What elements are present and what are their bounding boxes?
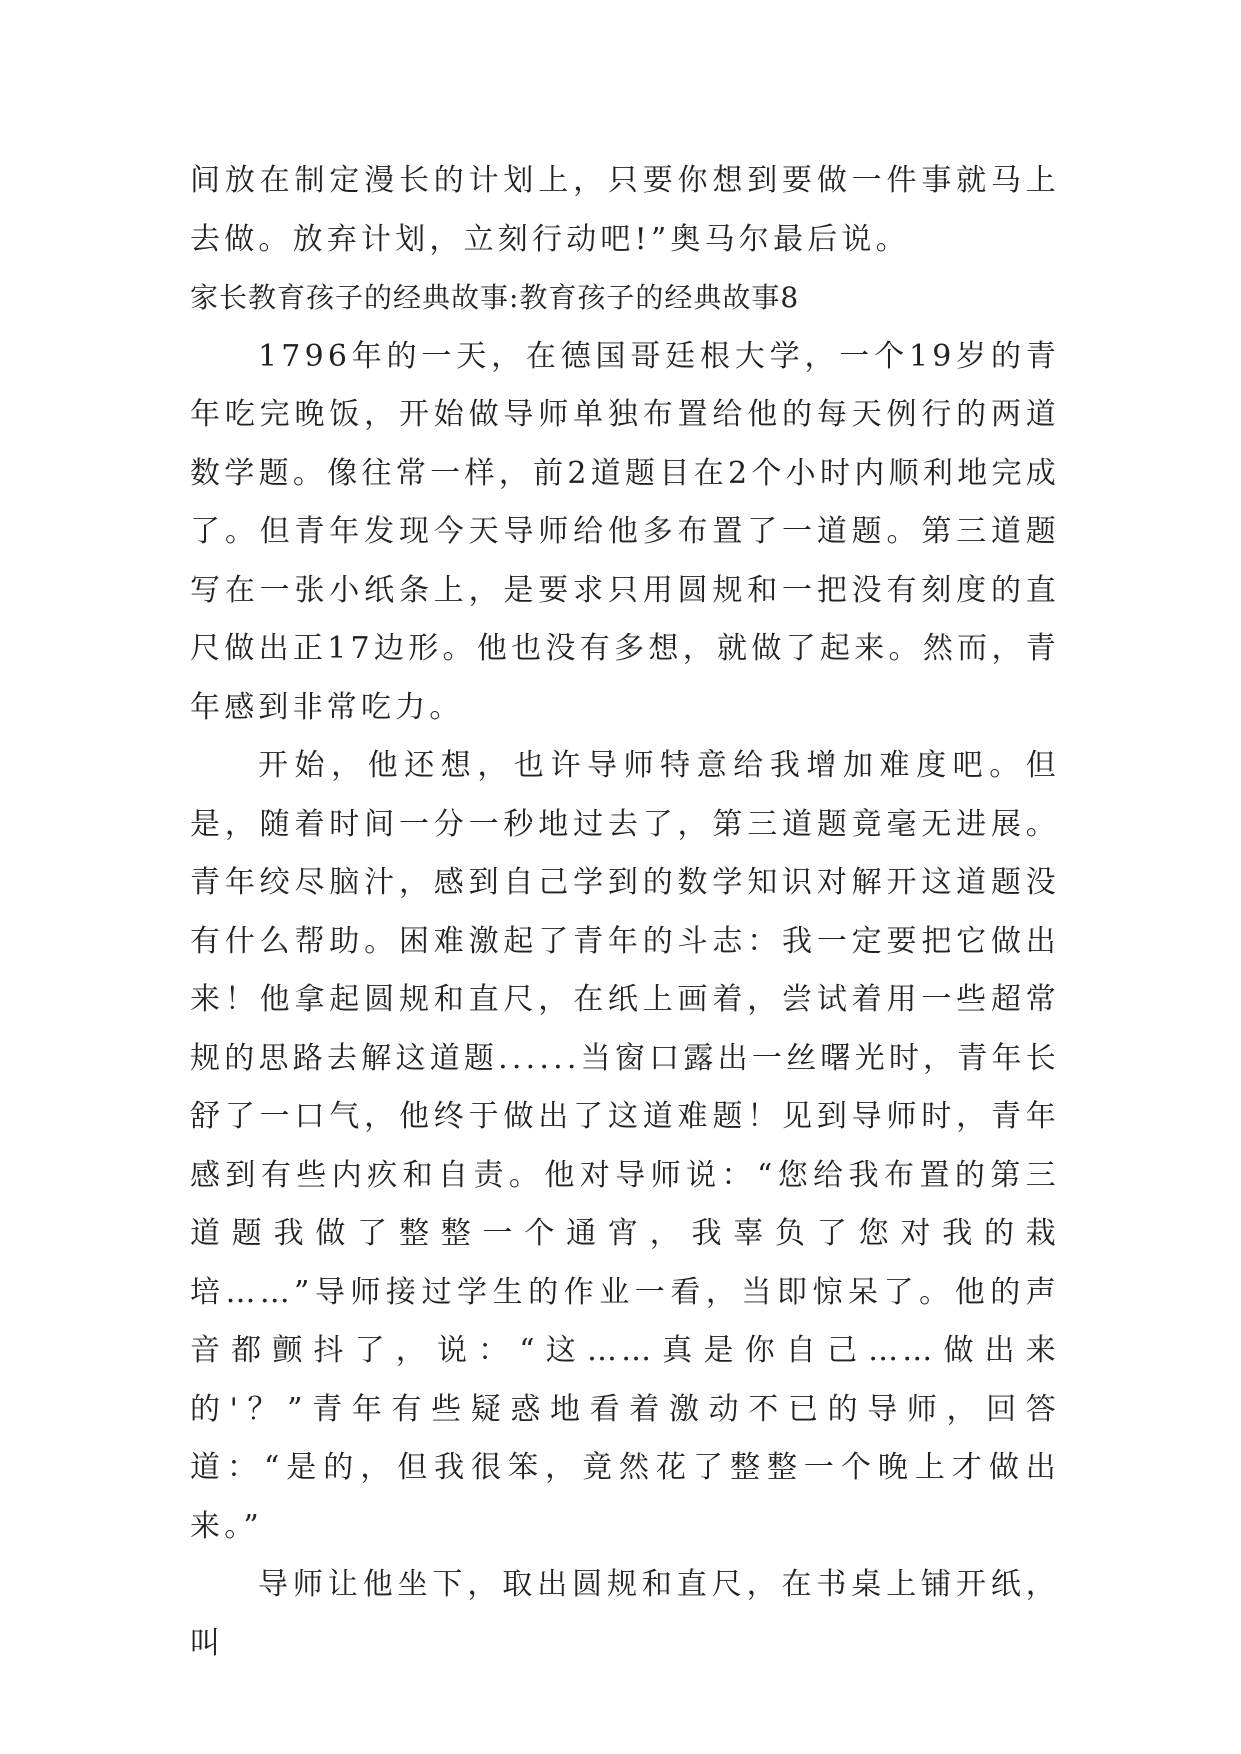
document-page — [190, 152, 1060, 1673]
paragraph-story-intro: 1796年的一天，在德国哥廷根大学，一个19岁的青年吃完晚饭，开始做导师单独布置给他的每天例行的两道数学题。像往常一样，前2道题目在2个小时内顺利地完成了。但青年发现今天导师给他多布置了一道题。第三道题写在一张小纸条上，是要求只用圆规和一把没有刻度的直尺做出正17边形。他也没有多想，就做了起来。然而，青年感到非常吃力。 — [190, 338, 1060, 725]
paragraph-story-struggle: 开始，他还想，也许导师特意给我增加难度吧。但是，随着时间一分一秒地过去了，第三道题竟毫无进展。青年绞尽脑汁，感到自己学到的数学知识对解开这道题没有什么帮助。困难激起了青年的斗志：我一定要把它做出来！他拿起圆规和直尺，在纸上画着，尝试着用一些超常规的思路去解这道题......当窗口露出一丝曙光时，青年长舒了一口气，他终于做出了这道难题！见到导师时，青年感到有些内疚和自责。他对导师说：“您给我布置的第三道题我做了整整一个通宵，我辜负了您对我的栽培……”导师接过学生的作业一看，当即惊呆了。他的声音都颤抖了，说：“这……真是你自己……做出来的'？”青年有些疑惑地看着激动不已的导师，回答道：“是的，但我很笨，竟然花了整整一个晚上才做出来。” — [190, 748, 1060, 1544]
paragraph-story-mentor: 导师让他坐下，取出圆规和直尺，在书桌上铺开纸，叫 — [190, 1567, 1060, 1661]
paragraph-continuation: 间放在制定漫长的计划上，只要你想到要做一件事就马上去做。放弃计划，立刻行动吧!”奥马尔最后说。 — [190, 163, 1060, 257]
section-heading: 家长教育孩子的经典故事:教育孩子的经典故事8 — [190, 281, 800, 314]
